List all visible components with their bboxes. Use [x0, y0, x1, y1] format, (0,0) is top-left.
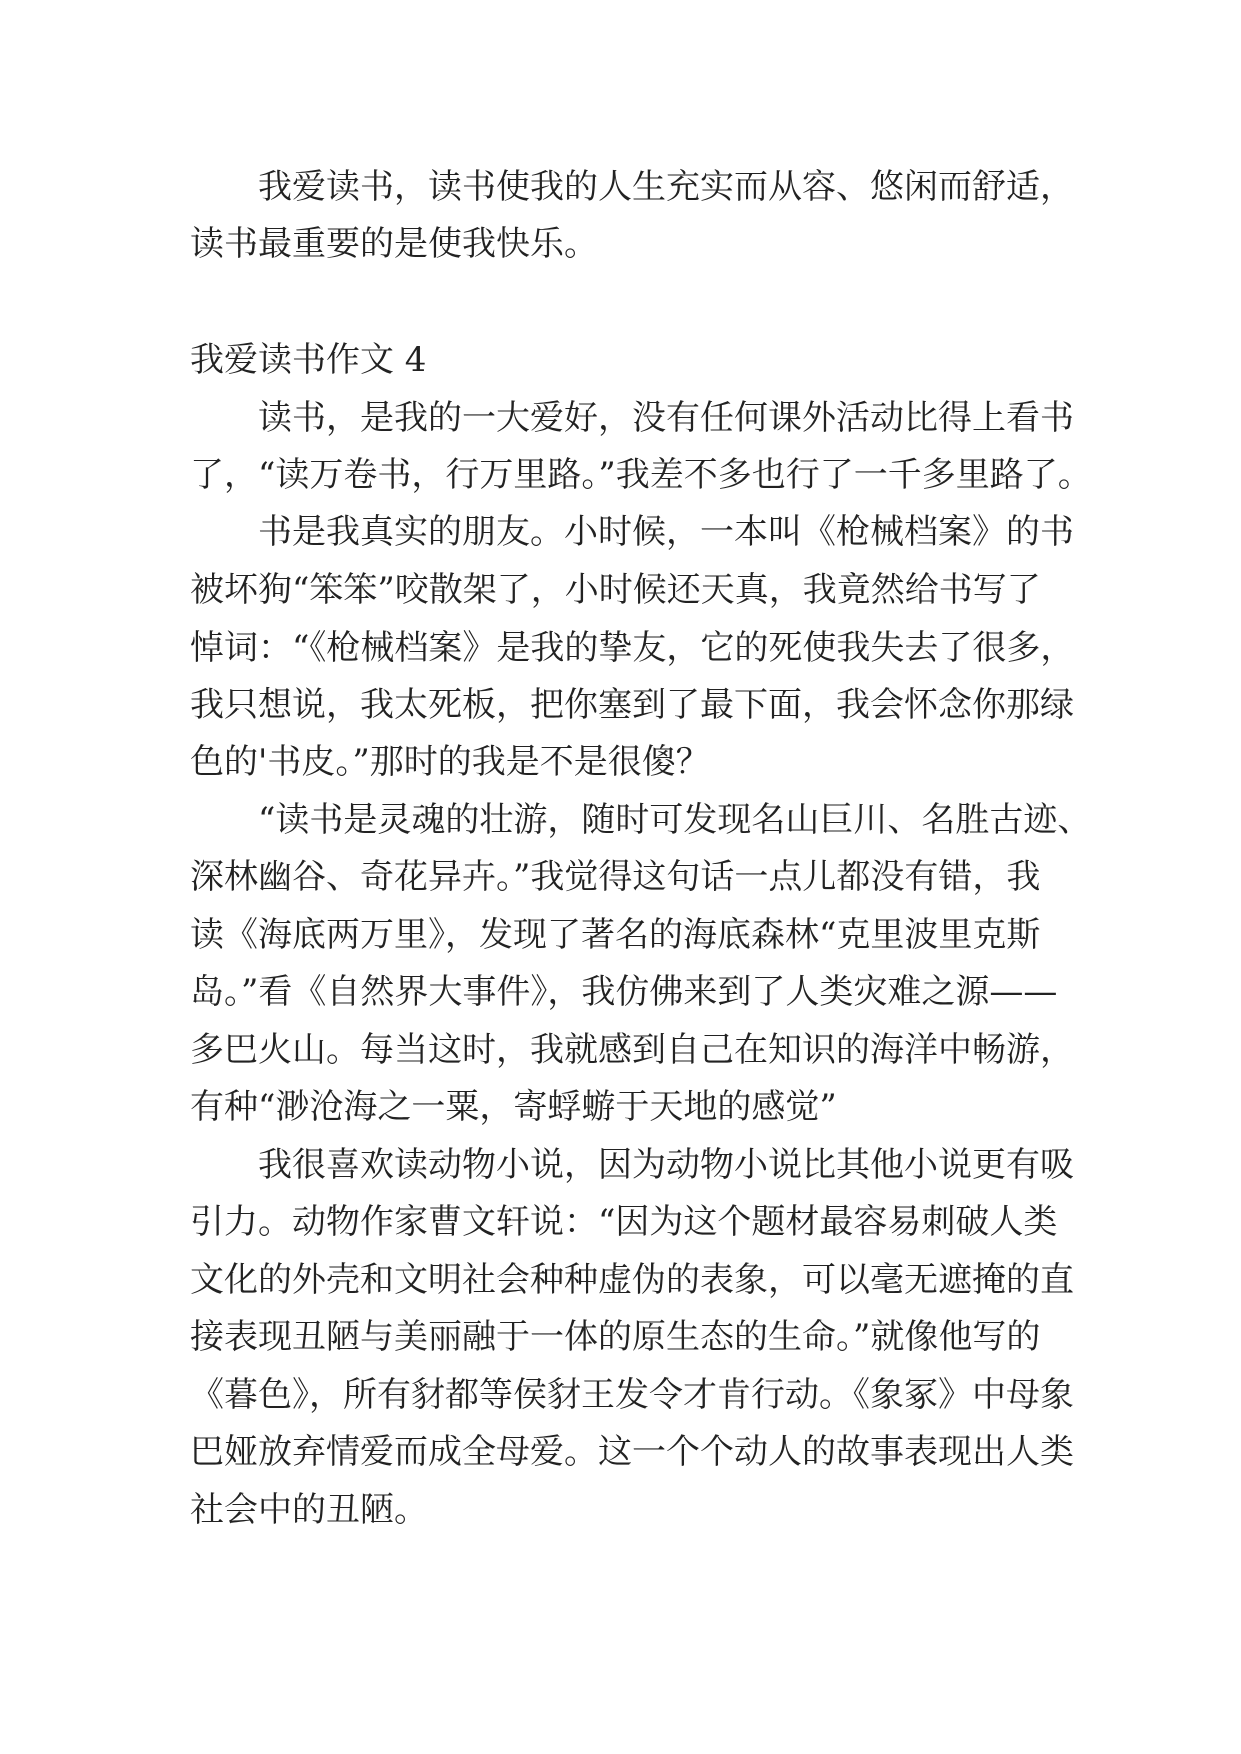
- paragraph-line: 社会中的丑陋。: [190, 1490, 428, 1530]
- paragraph-line: 接表现丑陋与美丽融于一体的原生态的生命。”就像他写的: [190, 1317, 1041, 1357]
- paragraph-line: 悼词：“《枪械档案》是我的挚友，它的死使我失去了很多，: [190, 628, 1075, 668]
- paragraph-line: 我爱读书，读书使我的人生充实而从容、悠闲而舒适，: [258, 167, 1074, 207]
- paragraph-line: 深林幽谷、奇花异卉。”我觉得这句话一点儿都没有错，我: [190, 857, 1041, 897]
- paragraph-line: 巴娅放弃情爱而成全母爱。这一个个动人的故事表现出人类: [190, 1432, 1074, 1472]
- paragraph-line: 《暮色》，所有豺都等侯豺王发令才肯行动。《象冢》中母象: [190, 1375, 1074, 1415]
- paragraph-line: 读《海底两万里》，发现了著名的海底森林“克里波里克斯: [190, 915, 1041, 955]
- paragraph-line: 读书，是我的一大爱好，没有任何课外活动比得上看书: [258, 398, 1074, 438]
- paragraph-line: 被坏狗“笨笨”咬散架了，小时候还天真，我竟然给书写了: [190, 570, 1041, 610]
- paragraph-line: 有种“渺沧海之一粟，寄蜉蝣于天地的感觉”: [190, 1087, 837, 1127]
- section-heading: 我爱读书作文 4: [190, 340, 427, 380]
- paragraph-line: 书是我真实的朋友。小时候，一本叫《枪械档案》的书: [258, 512, 1074, 552]
- paragraph-line: 多巴火山。每当这时，我就感到自己在知识的海洋中畅游，: [190, 1030, 1074, 1070]
- paragraph-line: 引力。动物作家曹文轩说：“因为这个题材最容易刺破人类: [190, 1202, 1058, 1242]
- paragraph-line: 了，“读万卷书，行万里路。”我差不多也行了一千多里路了。: [190, 455, 1092, 495]
- paragraph-line: 我很喜欢读动物小说，因为动物小说比其他小说更有吸: [258, 1145, 1074, 1185]
- paragraph-line: 我只想说，我太死板，把你塞到了最下面，我会怀念你那绿: [190, 685, 1074, 725]
- paragraph-line: 岛。”看《自然界大事件》，我仿佛来到了人类灾难之源——: [190, 972, 1058, 1012]
- paragraph-line: 色的'书皮。”那时的我是不是很傻？: [190, 742, 710, 782]
- paragraph-line: “读书是灵魂的壮游，随时可发现名山巨川、名胜古迹、: [258, 800, 1092, 840]
- paragraph-line: 读书最重要的是使我快乐。: [190, 224, 598, 264]
- paragraph-line: 文化的外壳和文明社会种种虚伪的表象，可以毫无遮掩的直: [190, 1260, 1074, 1300]
